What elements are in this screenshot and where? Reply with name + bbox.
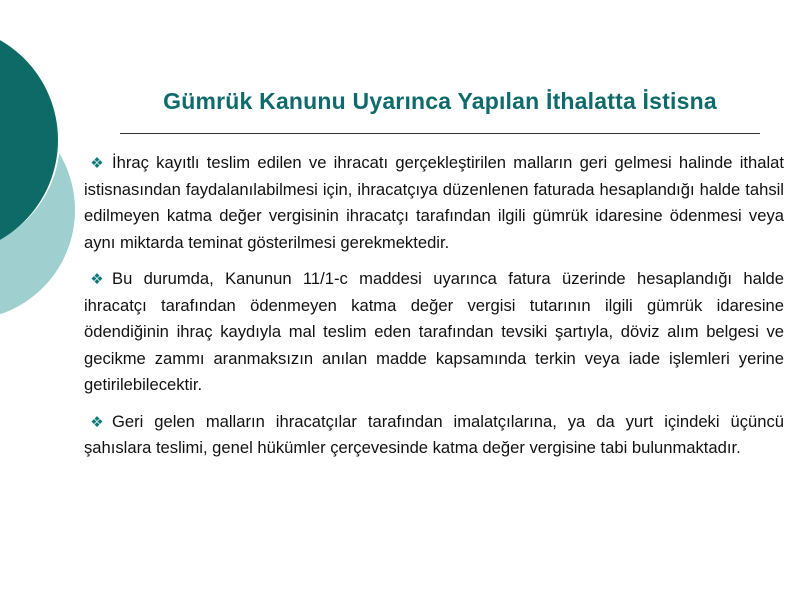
paragraph-2-text: Bu durumda, Kanunun 11/1-c maddesi uyarınca fatura üzerinde hesaplandığı halde ihracatçı tarafından ödenmeyen katma değer vergisi tutarının ilgili gümrük idaresine ödendiğinin ihraç kaydıyla mal teslim eden tarafından tevsiki şartıyla, döviz alım belgesi ve gecikme zammı aranmaksızın anılan madde kapsamında terkin veya iade işlemleri yerine getirilebilecektir. [84, 269, 784, 394]
bullet-paragraph-1 [84, 150, 784, 256]
paragraph-1-text: İhraç kayıtlı teslim edilen ve ihracatı gerçekleştirilen malların geri gelmesi halinde ithalat istisnasından faydalanılabilmesi için, ihracatçıya düzenlenen faturada hesaplandığı halde tahsil edilmeyen katma değer vergisinin ihracatçı tarafından ilgili gümrük idaresine ödenmesi veya aynı miktarda teminat gösterilmesi gerekmektedir. [84, 153, 784, 252]
paragraph-3-text: Geri gelen malların ihracatçılar tarafından imalatçılarına, ya da yurt içindeki üçüncü şahıslara teslimi, genel hükümler çerçevesinde katma değer vergisine tabi bulunmaktadır. [84, 411, 784, 457]
bullet-paragraph-2 [84, 266, 784, 399]
bullet-list [84, 150, 784, 472]
diamond-dots-bullet-icon: ❖ [90, 270, 104, 288]
diamond-dots-bullet-icon: ❖ [90, 412, 104, 431]
diamond-dots-bullet-icon: ❖ [90, 154, 104, 172]
slide-title: Gümrük Kanunu Uyarınca Yapılan İthalatta İstisna [163, 88, 717, 114]
title-underline [120, 133, 760, 134]
bullet-paragraph-3 [84, 409, 784, 462]
